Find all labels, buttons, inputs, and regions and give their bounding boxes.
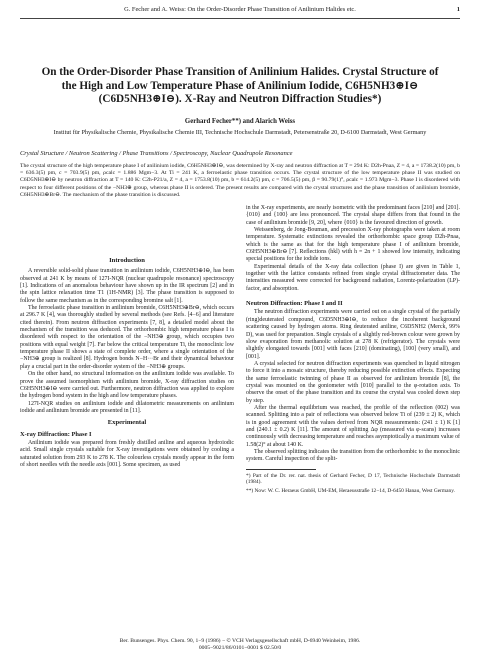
keywords: Crystal Structure / Neutron Scattering / Phase Transitions / Spectroscopy, Nuclear Quadrupole Resonance [20,150,293,157]
journal-citation: Ber. Bunsenges. Phys. Chem. 90, 1−9 (1986) − © VCH Verlagsgesellschaft mbH, D-6940 Weinheim, 1986. [119,638,361,644]
paragraph: Weissenberg, de Jong-Bouman, and precession X-ray photographs were taken at room temperature. Systematic extinctions revealed the orthorhombic space group D2h-Pnaa, which is the same as that for the high temperature phase I of anilinium bromide, C6H5NH3⊕Br⊖ [7]. Reflections (hkl) with h = 2n + 1 showed low intensity, indicating special positions for the iodide ions. [246,227,460,263]
paragraph: After the thermal equilibrium was reached, the profile of the reflection (002) was scanned. Splitting into a pair of reflections was observed below Ti of (239 ± 2) K, which is in good agreement with the values derived from NQR measurements: (241 ± 1) K [1] and (240.1 ± 0.2) K [11]. The amount of splitting Δφ (measured via φ-scans) increases continuously with decreasing temperature and reaches asymptotically a maximum value of 1.58(2)° at about 140 K. [246,404,460,448]
paragraph: Anilinium iodide was prepared from freshly distilled aniline and aqueous hydroiodic acid. Small single crystals suitable for X-ray investigations were obtained by cooling a saturated solution from 293 K to 278 K. The colourless crystals mostly appear in the form of short needles with the needle axis [001]. Some specimen, as used [20,439,234,468]
footnote: *) Part of the Dr. rer. nat. thesis of Gerhard Fecher, D 17, Technische Hochschule Darmstadt (1984). [246,472,460,486]
authors: Gerhard Fecher**) and Alarich Weiss [184,118,296,125]
paragraph: On the other hand, no structural information on the anilinium iodide was available. To prove the assumed isomorphism with anilinium bromide, X-ray diffraction studies on C6H5NH3⊕I⊖ were carried out. Furthermore, neutron diffraction was applied to explore the hydrogen bond system in the high and low temperature phases. [20,371,234,400]
section-heading-introduction: Introduction [109,257,145,264]
article-code: 0005−9021/86/0101−0001 $ 02.50/0 [198,645,282,651]
right-column [246,205,460,496]
footnote: **) Now: W. C. Heraeus GmbH, UM-EM, Heraeusstraße 12−14, D-6450 Hanau, West Germany. [246,487,455,494]
paragraph: 127I-NQR studies on anilinium iodide and dilatometric measurements on anilinium iodide and anilinium bromide are presented in [11]. [20,400,234,414]
page-footer [20,638,460,652]
paragraph: A reversible solid-solid phase transition in anilinium iodide, C6H5NH3⊕I⊖, has been observed at 241 K by means of 127I-NQR (nuclear quadrupole resonance) spectroscopy [1]. Indications of an anomalous behaviour have shown up in the IR spectrum [2] and in the spin lattice relaxation time T1 (1H-NMR) [3]. The phase transition is supposed to follow the same mechanism as in the corresponding bromine salt [1]. [20,268,234,304]
paragraph: The ferroelastic phase transition in anilinium bromide, C6H5NH3⊕Br⊖, which occurs at 296.7 K [4], was thoroughly studied by several methods (see Refs. [4−6] and literature cited therein). From neutron diffraction experiments [7, 8], a detailed model about the mechanism of the transition was deduced. The orthorhombic high temperature phase I is disordered with respect to the orientation of the −NH3⊕ group, which occupies two positions with equal weight [7]. Far below the critical temperature Ti, the monoclinic low temperature phase II shows a state of complete order, where a single orientation of the −NH3⊕ group is realized [8]. Hydrogen bonds N−H···Br and their dynamical behaviour play a crucial part in the order-disorder system of the −NH3⊕ groups. [20,305,234,370]
paragraph: The neutron diffraction experiments were carried out on a single crystal of the partially (ring)deuterated compound, C6D5NH3⊕I⊖, to reduce the incoherent background scattering caused by hydrogen atoms. Ring deuterated aniline, C6D5NH2 (Merck, 99% D), was used for preparation. Single crystals of a slightly red-brown colour were grown by slow evaporation from methanolic solution at 278 K (refrigerator). The crystals were slightly elongated towards [001] with faces [210] (dominating), [100] (very small), and [001]. [246,309,460,360]
abstract: The crystal structure of the high temperature phase I of anilinium iodide, C6H5NH3⊕I⊖, was determined by X-ray and neutron diffraction at T = 294 K: D2h-Pnaa, Z = 4, a = 1738.2(10) pm, b = 636.3(5) pm, c = 703.9(5) pm, ρcalc = 1.886 Mgm−3. At Ti = 241 K, a ferroelastic phase transition occurs. The crystal structure of the low temperature phase II was studied on C6D5NH3⊕I⊖ by neutron diffraction at T = 140 K: C2h-P21/a, Z = 4, a = 1753.8(10) pm, b = 614.2(5) pm, c = 706.5(5) pm, β = 90.79(1)°, ρcalc = 1.973 Mgm−3. Phase I is disordered with respect to four different positions of the −NH3⊕ group, whereas phase II is ordered. The present results are compared with the crystal structures and the phase transition of anilinium bromide, C6H5NH3⊕Br⊖. The mechanism of the phase transition is discussed. [20,163,460,198]
footnote-divider [246,469,316,470]
paragraph: in the X-ray experiments, are nearly isometric with the predominant faces [210] and [201]. {010} and {100} are less pronounced. The crystal shape differs from that found in the case of anilinium bromide [9, 20], where {010} is the favoured direction of growth. [246,205,460,226]
page-number: 1 [456,6,460,13]
section-heading-experimental: Experimental [107,419,147,427]
subsection-heading-neutron: Neutron Diffraction: Phase I and II [246,300,343,308]
paragraph: Experimental details of the X-ray data collection (phase I) are given in Table 1, together with the lattice constants refined from single crystal diffractometer data. The intensities measured were corrected for background radiation, Lorentz-polarization (LP)-factor, and absorption. [246,263,460,292]
paragraph: A crystal selected for neutron diffraction experiments was quenched in liquid nitrogen to force it into a mosaic structure, thereby reducing possible extinction effects. Expecting the same ferroelastic twinning of phase II as observed for anilinium bromide [8], the crystal was mounted on the goniometer with [010] parallel to the φ-rotation axis. To observe the onset of the phase transition and its course the crystal was cooled down step by step. [246,360,460,404]
running-head [20,6,460,19]
paragraph: The observed splitting indicates the transition from the orthorhombic to the monoclinic system. Careful inspection of the split- [246,449,460,463]
article-title: On the Order-Disorder Phase Transition of Anilinium Halides. Crystal Structure of the High and Low Temperature Phase of Anilinium Iodide, C6H5NH3⊕I⊖ (C6D5NH3⊕I⊖). X-Ray and Neutron Diffraction Studies*) [41,66,439,106]
affiliation: Institut für Physikalische Chemie, Physikalische Chemie III, Technische Hochschule Darmstadt, Petersenstraße 20, D-6100 Darmstadt, West Germany [53,129,427,136]
running-head-text: G. Fecher and A. Weiss: On the Order-Disorder Phase Transition of Anilinium Halides etc. [124,6,356,13]
subsection-heading-xray: X-ray Diffraction: Phase I [20,430,92,438]
left-column [20,257,234,469]
